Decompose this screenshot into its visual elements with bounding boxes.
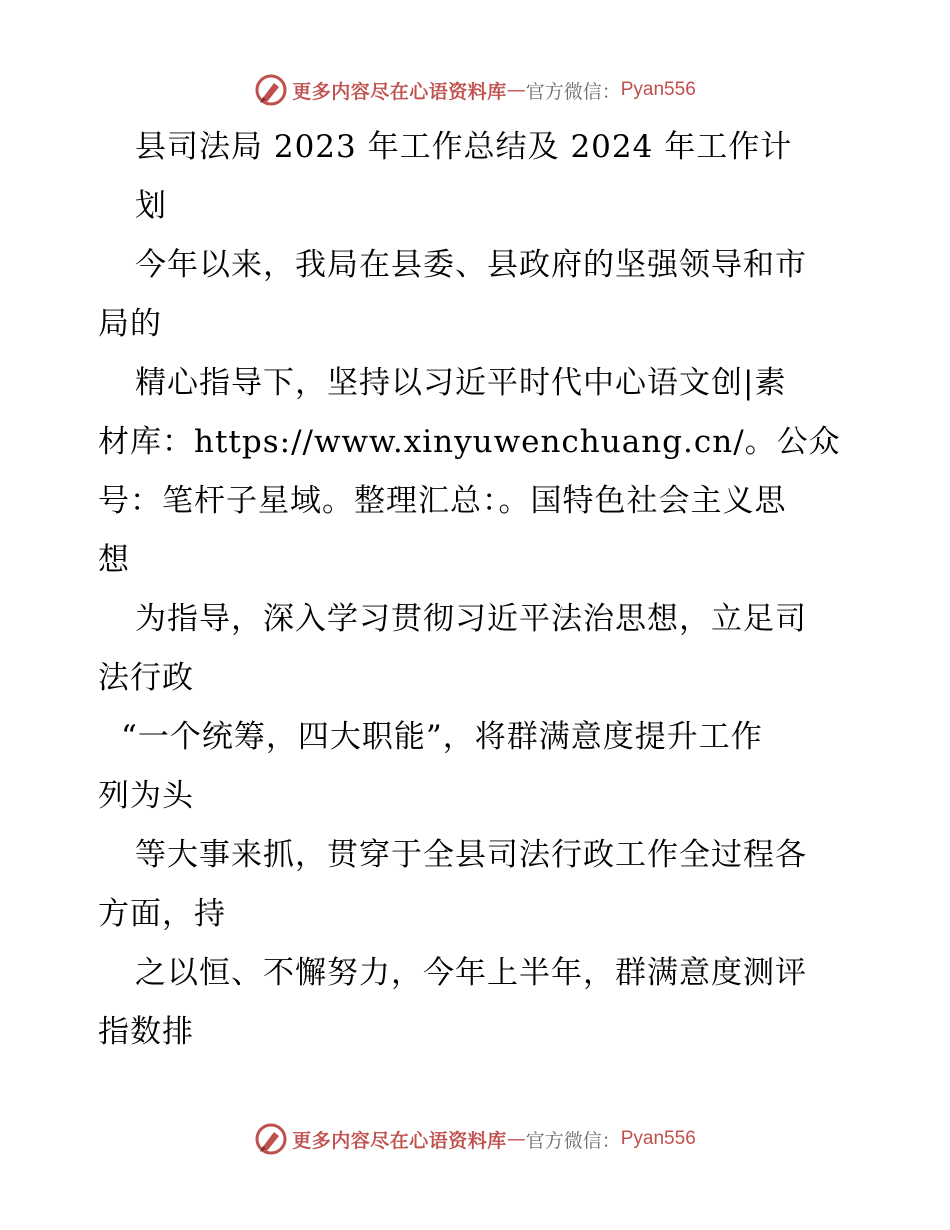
body-line: 列为头 — [98, 778, 194, 814]
banner-label: 官方微信： — [525, 1129, 621, 1152]
document-title-line-1: 县司法局 2023 年工作总结及 2024 年工作计 — [135, 129, 793, 165]
body-line: 材库：https://www.xinyuwenchuang.cn/。公众 — [98, 424, 841, 460]
banner-label: 官方微信： — [525, 80, 621, 103]
body-line: 法行政 — [98, 660, 194, 696]
banner-main-text: 更多内容尽在心语资料库 — [292, 80, 507, 103]
pen-logo-icon — [254, 73, 288, 107]
body-line: 局的 — [98, 306, 162, 342]
pen-logo-icon — [254, 1122, 288, 1156]
body-line: 指数排 — [98, 1014, 194, 1050]
banner-separator: — — [506, 1128, 526, 1150]
body-line: 今年以来，我局在县委、县政府的坚强领导和市 — [135, 247, 807, 283]
body-line: 号：笔杆子星域。整理汇总：。国特色社会主义思 — [98, 483, 787, 519]
header-banner — [0, 70, 950, 110]
banner-main-text: 更多内容尽在心语资料库 — [292, 1129, 507, 1152]
body-line: 等大事来抓，贯穿于全县司法行政工作全过程各 — [135, 837, 807, 873]
body-line: 方面，持 — [98, 896, 226, 932]
banner-separator: — — [506, 79, 526, 101]
body-line: “一个统筹，四大职能”，将群满意度提升工作 — [121, 719, 763, 755]
body-line: 之以恒、不懈努力，今年上半年，群满意度测评 — [135, 955, 807, 991]
banner-account: Pyan556 — [620, 79, 696, 100]
body-line: 想 — [98, 542, 130, 578]
footer-banner — [0, 1119, 950, 1159]
body-line: 为指导，深入学习贯彻习近平法治思想，立足司 — [135, 601, 807, 637]
body-line: 精心指导下，坚持以习近平时代中心语文创|素 — [135, 365, 787, 401]
banner-account: Pyan556 — [620, 1128, 696, 1149]
document-title-line-2: 划 — [135, 188, 167, 224]
